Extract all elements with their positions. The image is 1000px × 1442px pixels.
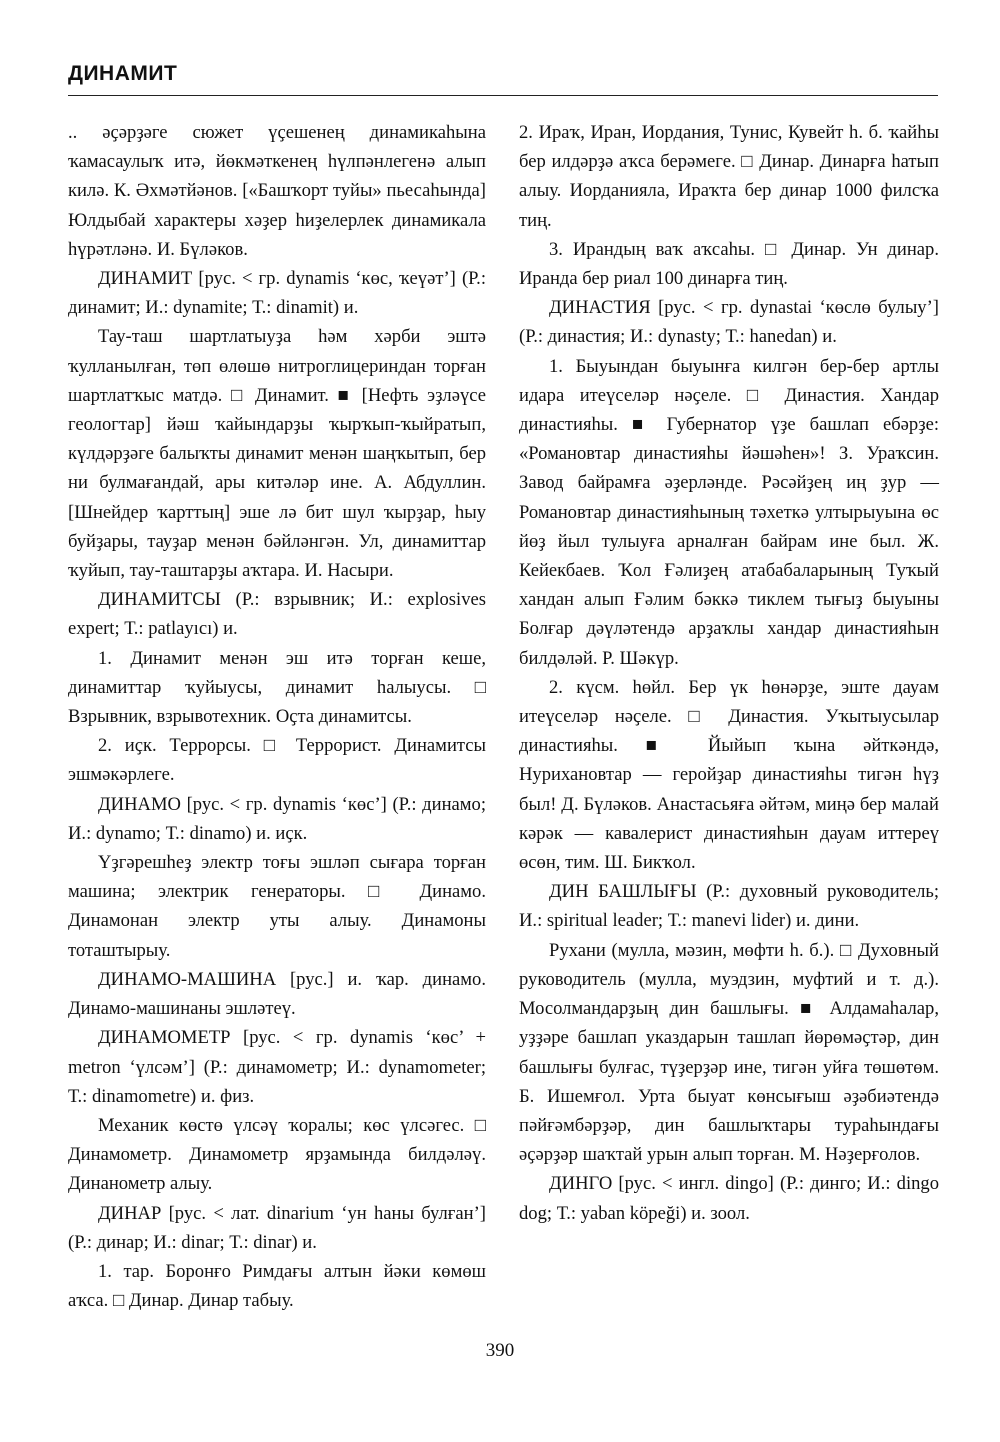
entry-paragraph: 2. иҫк. Террорсы. □ Террорист. Динамитсы эшмәкәрлеге. (68, 735, 486, 786)
page-number: 390 (485, 1340, 515, 1361)
entry-paragraph: 1. Быуындан быуынға килгән бер-бер артлы идара итеүселәр нәҫеле. □ Династия. Хандар династияһы. ■ Губернатор үҙе башлап ебәрҙе: «Романовтар династияһы йәшәһен»! З. Ураҡсин. Завод байрамға әҙерләнде. Рәсәйҙең иң ҙур — Романовтар династияһының тәхеткә ултырыуына өс йөҙ йыл тулыуға арналған байрам ине был. Ж. Кейекбаев. Ҡол Ғәлиҙең атабабаларының Туҡый хандан алып Ғәлим бәккә тиклем тығыҙ быуыны Болғар дәүләтендә арҙаҡлы хандар династияһын билдәләй. Р. Шәкүр. (519, 355, 939, 669)
entry-paragraph: Рухани (мулла, мәзин, мөфти һ. б.). □ Духовный руководитель (мулла, муэдзин, муфтий и т. д.). Мосолмандарҙың дин башлығы. ■ Алдамаһалар, уҙҙәре башлап указдарын ташлап йөрөмәҫтәр, дин башлығы булғас, түҙерҙәр ине, тигән уйға төшөтөм. Б. Ишемғол. Урта быуат көнсығыш әҙәбиәтендә пәйғәмбәрҙәр, дин башлыҡтары тураһындағы әҫәрҙәр шаҡтай урын алып торған. М. Нәҙерғолов. (519, 939, 939, 1166)
entry-paragraph: 2. Ираҡ, Иран, Иордания, Тунис, Кувейт һ. б. ҡайһы бер илдәрҙә аҡса берәмеге. □ Динар. Динарға һатып алыу. Иорданияла, Ираҡта бер динар 1000 филсҡа тиң. (519, 122, 939, 231)
entry-paragraph: 1. тар. Боронғо Римдағы алтын йәки көмөш аҡса. □ Динар. Динар табыу. (68, 1260, 486, 1312)
entry-dinastiya: ДИНАСТИЯ [рус. < гр. dynastai ‘көслө булыу’] (Р.: династия; И.: dynasty; Т.: hanedan) и. (519, 297, 939, 348)
left-column (68, 118, 486, 1315)
header-rule (68, 95, 938, 96)
entry-din-bashlygy: ДИН БАШЛЫҒЫ (Р.: духовный руководитель; И.: spiritual leader; Т.: manevi lider) и. дини. (519, 881, 939, 932)
running-head: ДИНАМИТ (68, 62, 178, 85)
entry-paragraph: Механик көстө үлсәү ҡоралы; көс үлсәгес. □ Динамометр. Динамометр ярҙамында билдәләү. Динанометр алыу. (68, 1114, 486, 1195)
entry-paragraph: .. әҫәрҙәге сюжет үҫешенең динамикаһына ҡамасаулыҡ итә, йөкмәткенең һүлпәнлегенә алып килә. К. Әхмәтйәнов. [«Башҡорт туйы» пьесаһында] Юлдыбай характеры хәҙер һиҙелерлек динамикала һүрәтләнә. И. Бүләков. (68, 122, 486, 260)
entry-paragraph: 1. Динамит менән эш итә торған кеше, динамиттар ҡуйыусы, динамит һалыусы. □ Взрывник, взрывотехник. Оҫта динамитсы. (68, 647, 486, 728)
entry-dinamo: ДИНАМО [рус. < гр. dynamis ‘көс’] (Р.: динамо; И.: dynamo; Т.: dinamo) и. иҫк. (68, 793, 486, 844)
entry-paragraph: 2. күсм. һөйл. Бер үк һөнәрҙе, эште дауам итеүселәр нәҫеле. □ Династия. Уҡытыусылар династияһы. ■ Йыйып ҡына әйткәндә, Нурихановтар — геройҙар династияһы тигән һүҙ был! Д. Бүләков. Анастасьяға әйтәм, миңә бер малай кәрәк — кавалерист династияһын дауам иттереү өсөн, тим. Ш. Бикҡол. (519, 676, 939, 874)
entry-dinamit: ДИНАМИТ [рус. < гр. dynamis ‘көс, ҡеүәт’] (Р.: динамит; И.: dynamite; Т.: dinamit) и. (68, 268, 486, 319)
right-column (519, 118, 939, 1228)
entry-paragraph: Үҙгәрешһеҙ электр тоғы эшләп сығара торған машина; электрик генераторы. □ Динамо. Динамонан электр уты алыу. Динамоны тоташтырыу. (68, 852, 486, 961)
entry-dinar: ДИНАР [рус. < лат. dinarium ‘ун һаны булған’] (Р.: динар; И.: dinar; Т.: dinar) и. (68, 1202, 486, 1253)
entry-paragraph: Тау-таш шартлатыуҙа һәм хәрби эштә ҡулланылған, төп өлөшө нитроглицериндан торған шартлатҡыс матдә. □ Динамит. ■ [Нефть эҙләүсе геологтар] йәш ҡайындарҙы ҡырҡып-ҡыйратып, күлдәрҙәге балыҡты динамит менән шаңҡытып, бер ни булмағандай, ары китәләр ине. А. Абдуллин. [Шнейдер ҡарттың] эше лә бит шул ҡырҙар, һыу буйҙары, тауҙар менән бәйләнгән. Ул, динамиттар ҡуйып, тау-таштарҙы аҡтара. И. Насыри. (68, 326, 486, 582)
entry-dinamo-mashina: ДИНАМО-МАШИНА [рус.] и. ҡар. динамо. Динамо-машинаны эшләтеү. (68, 968, 486, 1020)
entry-dingo: ДИНГО [рус. < ингл. dingo] (Р.: динго; И.: dingo dog; Т.: yaban köpeği) и. зоол. (519, 1173, 939, 1224)
entry-paragraph: 3. Ирандың ваҡ аҡсаһы. □ Динар. Ун динар. Иранда бер риал 100 динарға тиң. (519, 238, 939, 290)
entry-dinamitsy: ДИНАМИТСЫ (Р.: взрывник; И.: explosives expert; Т.: patlayıcı) и. (68, 589, 486, 640)
entry-dinamometr: ДИНАМОМЕТР [рус. < гр. dynamis ‘көс’ + metron ‘үлсәм’] (Р.: динамометр; И.: dynamometer; Т.: dinamometre) и. физ. (68, 1027, 486, 1107)
